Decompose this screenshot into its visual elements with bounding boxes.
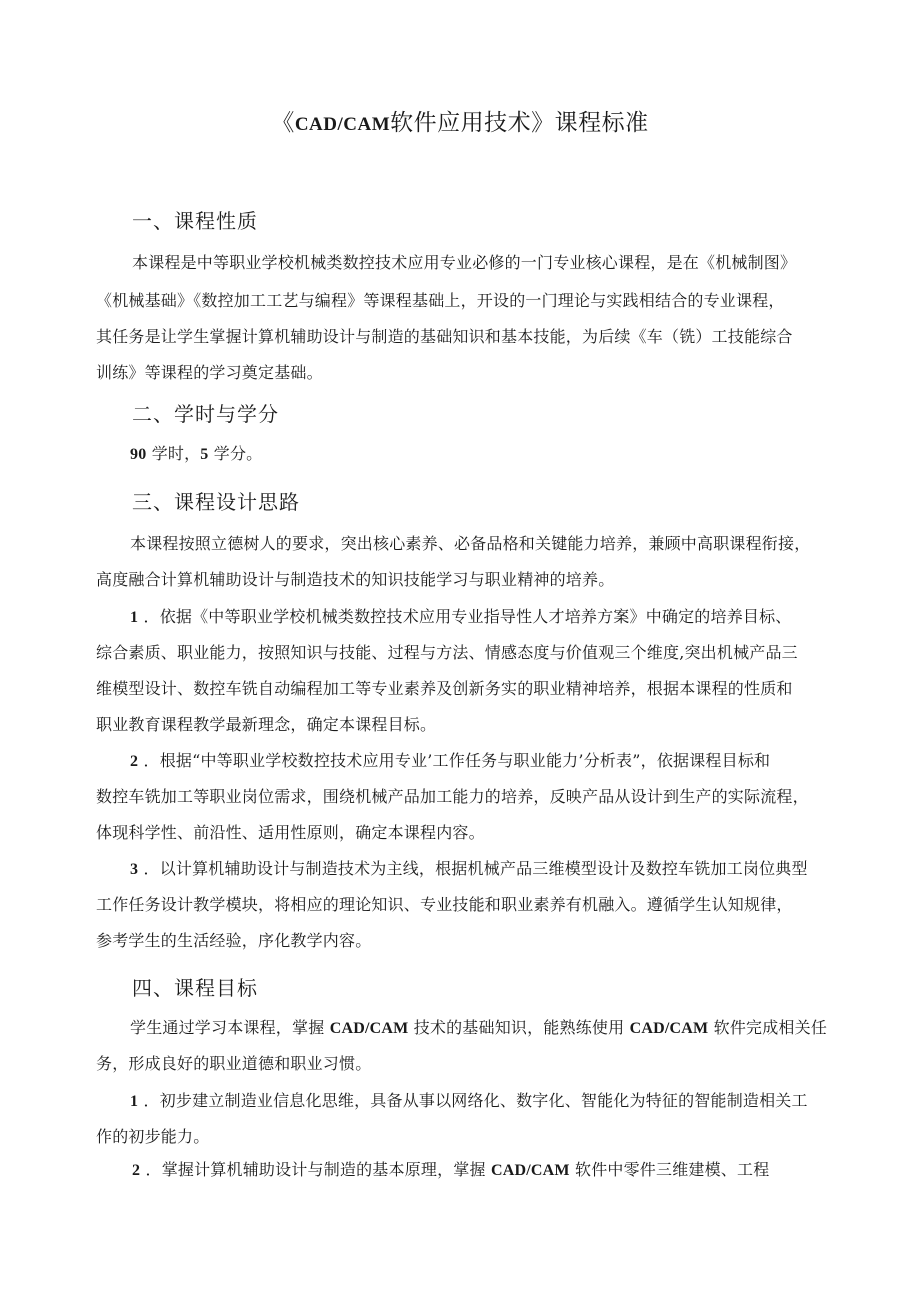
paragraph-line: 维模型设计、数控车铣自动编程加工等专业素养及创新务实的职业精神培养，根据本课程的性质和 (96, 679, 793, 698)
paragraph-line: 职业教育课程教学最新理念，确定本课程目标。 (96, 715, 437, 734)
list-item-line (130, 856, 808, 879)
paragraph-line: 务，形成良好的职业道德和职业习惯。 (96, 1054, 372, 1073)
paragraph-line: 训练》等课程的学习奠定基础。 (96, 363, 323, 382)
list-item-line (130, 748, 770, 771)
list-item-number: 3 (130, 861, 139, 878)
paragraph-line: 数控车铣加工等职业岗位需求，围绕机械产品加工能力的培养，反映产品从设计到生产的实际流程， (96, 787, 809, 806)
paragraph-line: 《机械基础》《数控加工工艺与编程》等课程基础上，开设的一门理论与实践相结合的专业课程， (96, 291, 785, 310)
hours-value: 90 (130, 446, 147, 463)
text-run: 技术的基础知识，能熟练使用 (408, 1018, 630, 1037)
list-item-line (132, 1157, 769, 1180)
list-item-line (130, 1088, 808, 1111)
paragraph-line: 本课程按照立德树人的要求，突出核心素养、必备品格和关键能力培养，兼顾中高职课程衔接， (130, 534, 811, 553)
section-heading-hours: 二、学时与学分 (132, 402, 279, 426)
title-latin: CAD/CAM (294, 114, 391, 135)
objectives-intro-line (130, 1015, 827, 1038)
paragraph-line: 本课程是中等职业学校机械类数控技术应用专业必修的一门专业核心课程，是在《机械制图》 (132, 253, 797, 272)
section-heading-objectives: 四、课程目标 (132, 976, 258, 1000)
text-run-bold: CAD/CAM (629, 1020, 709, 1037)
credits-unit: 学分。 (208, 444, 263, 463)
paragraph-line: 高度融合计算机辅助设计与制造技术的知识技能学习与职业精神的培养。 (96, 570, 615, 589)
hours-credits-line (130, 441, 262, 464)
list-item-number: 2 (132, 1162, 141, 1179)
text-run: 软件完成相关任 (708, 1018, 828, 1037)
paragraph-line: 作的初步能力。 (96, 1127, 210, 1146)
hours-unit: 学时， (146, 444, 201, 463)
section-heading-nature: 一、课程性质 (132, 209, 258, 233)
title-rest: 软件应用技术》课程标准 (390, 110, 649, 136)
paragraph-line: 体现科学性、前沿性、适用性原则，确定本课程内容。 (96, 823, 485, 842)
text-run-bold: CAD/CAM (490, 1162, 570, 1179)
list-item-text: ．根据“中等职业学校数控技术应用专业’工作任务与职业能力’分析表”，依据课程目标和 (138, 751, 771, 770)
paragraph-line: 参考学生的生活经验，序化教学内容。 (96, 931, 372, 950)
document-title (0, 104, 920, 137)
text-run: ．掌握计算机辅助设计与制造的基本原理，掌握 (140, 1160, 491, 1179)
list-item-line (130, 604, 792, 627)
paragraph-line: 其任务是让学生掌握计算机辅助设计与制造的基础知识和基本技能，为后续《车（铣）工技能综合 (96, 327, 793, 346)
text-run: 学生通过学习本课程，掌握 (130, 1018, 330, 1037)
paragraph-line: 综合素质、职业能力，按照知识与技能、过程与方法、情感态度与价值观三个维度,突出机械产品三 (96, 643, 798, 662)
text-run-bold: CAD/CAM (329, 1020, 409, 1037)
list-item-number: 1 (130, 609, 139, 626)
list-item-text: ．依据《中等职业学校机械类数控技术应用专业指导性人才培养方案》中确定的培养目标、 (138, 607, 792, 626)
list-item-number: 2 (130, 753, 139, 770)
section-heading-design: 三、课程设计思路 (132, 490, 300, 514)
paragraph-line: 工作任务设计教学模块，将相应的理论知识、专业技能和职业素养有机融入。遵循学生认知规律， (96, 895, 793, 914)
list-item-text: ．以计算机辅助设计与制造技术为主线，根据机械产品三维模型设计及数控车铣加工岗位典型 (138, 859, 808, 878)
text-run: 软件中零件三维建模、工程 (569, 1160, 770, 1179)
list-item-text: ．初步建立制造业信息化思维，具备从事以网络化、数字化、智能化为特征的智能制造相关工 (138, 1091, 808, 1110)
title-open-bracket: 《 (271, 110, 295, 136)
credits-value: 5 (200, 446, 209, 463)
list-item-number: 1 (130, 1093, 139, 1110)
